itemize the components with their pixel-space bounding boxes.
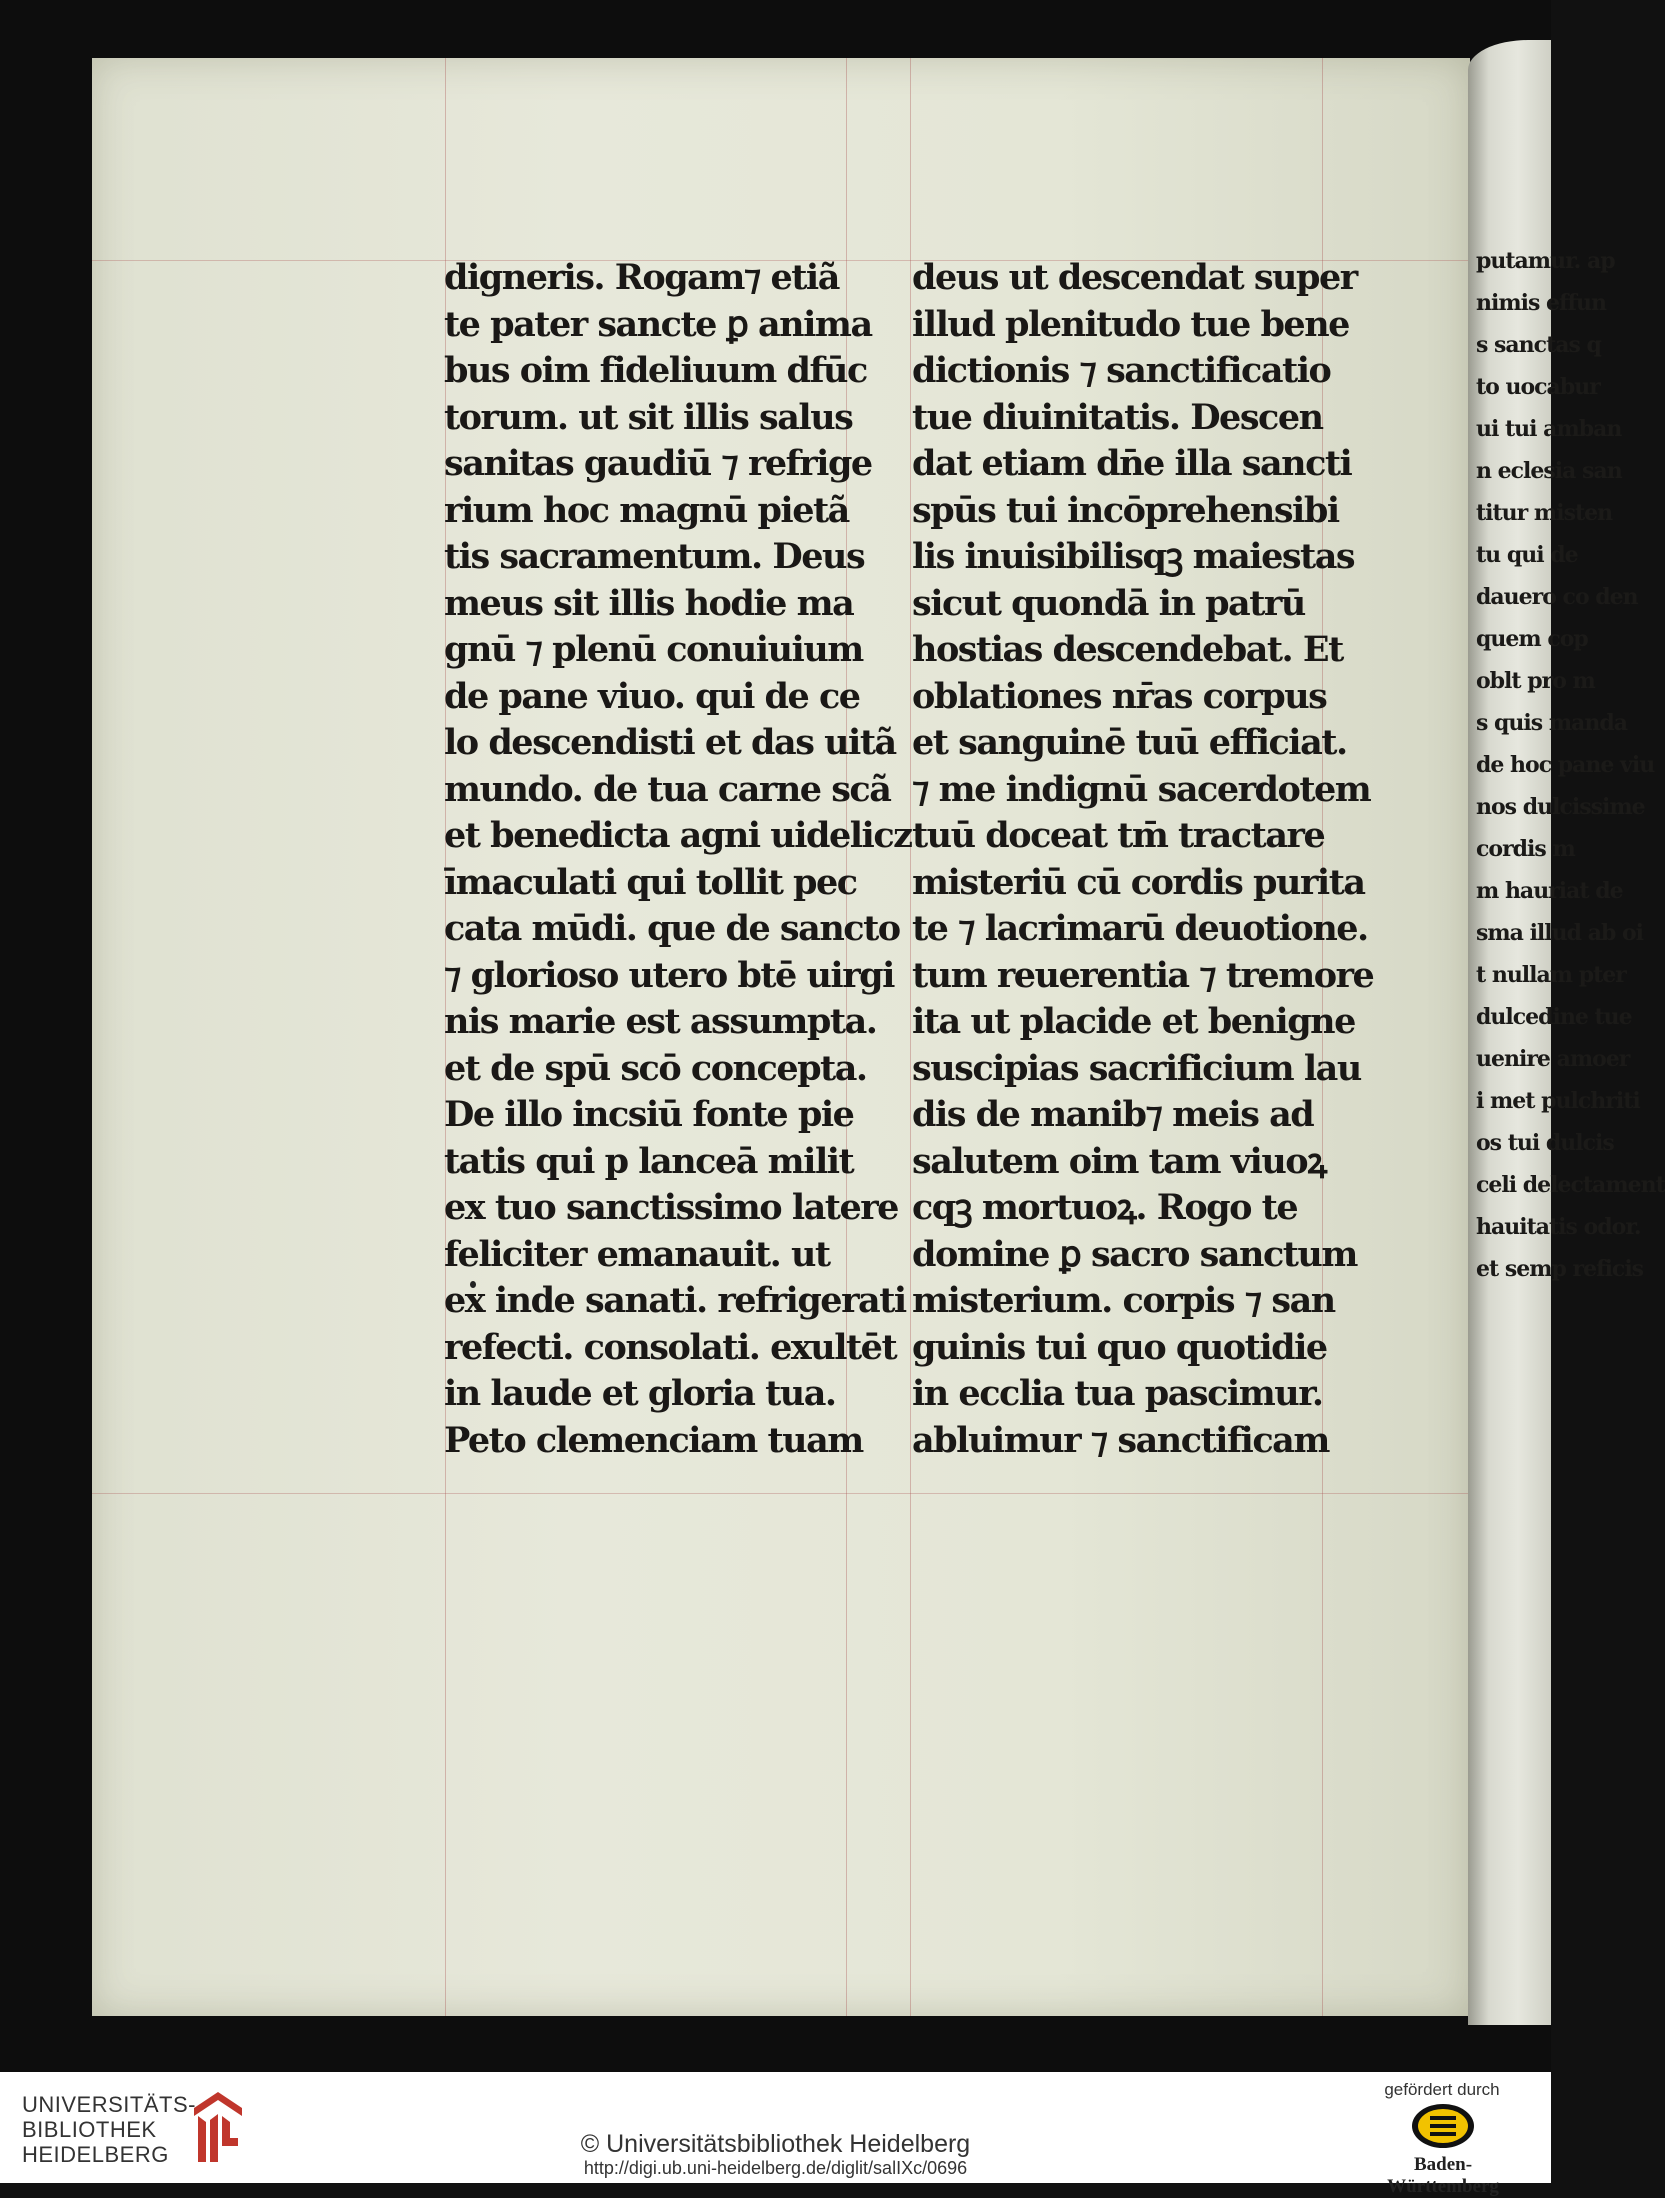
manuscript-line: et de spū scō concepta. [444,1047,867,1089]
manuscript-line: te ⁊ lacrimarū deuotione. [912,908,1368,949]
facing-page-line: cordis m [1476,836,1575,862]
facing-page-line: titur misten [1476,500,1613,526]
manuscript-line: cata mūdi. que de sancto [444,908,900,949]
manuscript-line: et sanguinē tuū efficiat. [912,722,1347,763]
ruling-line [92,1493,1470,1494]
facing-page-line: m hauriat de [1476,878,1623,904]
manuscript-line: misterium. corpis ⁊ san [912,1280,1335,1321]
manuscript-line: mundo. de tua carne scã [444,768,891,810]
manuscript-line: ⁊ me indignū sacerdotem [912,768,1371,810]
copyright-text: © Universitätsbibliothek Heidelberg [580,2130,971,2158]
manuscript-line: lo descendisti et das uitã [444,722,896,763]
facing-page-line: sma illud ab oi [1476,920,1644,946]
manuscript-line: guinis tui quo quotidie [912,1326,1327,1368]
facing-page-line: n eclesia san [1476,458,1622,484]
facing-page-line: ui tui amban [1476,416,1622,442]
manuscript-line: in ecclia tua pascimur. [912,1373,1323,1414]
manuscript-line: Peto clemenciam tuam [444,1419,863,1461]
sponsor-label: gefördert durch [1384,2080,1500,2099]
facing-page-line: putamur. ap [1476,248,1615,274]
facing-page-line: de hoc pane viu [1476,752,1655,778]
manuscript-line: meus sit illis hodie ma [444,582,854,624]
manuscript-line: bus oim fideliuum dfūc [444,350,867,391]
manuscript-line: dis de manib⁊ meis ad [912,1094,1314,1135]
facing-page-line: uenire amoer [1476,1046,1630,1072]
manuscript-line: sicut quondā in patrū [912,582,1305,624]
manuscript-line: ita ut placide et benigne [912,1001,1355,1042]
manuscript-line: deus ut descendat super [912,257,1357,298]
facing-page-edge [1468,40,1665,2025]
facing-page-line: i met pulchriti [1476,1088,1640,1114]
manuscript-line: cqꝫ mortuoꝝ. Rogo te [912,1187,1298,1228]
left-text-column [444,255,912,1464]
library-logo-line: UNIVERSITÄTS- [22,2092,196,2117]
facing-page-line: dauero co den [1476,584,1638,610]
manuscript-line: tis sacramentum. Deus [444,536,865,577]
manuscript-line: ex inde sanati. refrigerati [444,1280,906,1321]
facing-page-line: nos dulcissime [1476,794,1645,820]
facing-page-line: os tui dulcis [1476,1130,1614,1156]
manuscript-line: sanitas gaudiū ⁊ refrige [444,443,872,484]
manuscript-line: abluimur ⁊ sanctificam [912,1419,1329,1461]
manuscript-line: oblationes nr̄as corpus [912,675,1327,717]
facing-page-line: et semp reficis [1476,1256,1644,1282]
manuscript-line: tuū doceat tm̄ tractare [912,815,1325,856]
facing-page-line: dulcedine tue [1476,1004,1632,1030]
manuscript-line: torum. ut sit illis salus [444,396,853,438]
facing-page-line: celi delectament [1476,1172,1665,1198]
manuscript-line: gnū ⁊ plenū conuiuium [444,629,863,670]
facing-page-text [1476,240,1665,1290]
manuscript-line: et benedicta agni uidelicz [444,815,912,856]
manuscript-line: ⁊ glorioso utero btē uirgi [444,954,894,996]
manuscript-line: te pater sancte ꝑ anima [444,303,872,345]
facing-page-line: t nullam pter [1476,962,1626,988]
manuscript-line: dictionis ⁊ sanctificatio [912,350,1331,391]
facing-page-line: tu qui de [1476,542,1578,568]
manuscript-line: domine ꝑ sacro sanctum [912,1233,1357,1275]
facing-page-line: oblt pro m [1476,668,1595,694]
permalink-url[interactable]: http://digi.ub.uni-heidelberg.de/diglit/salIXc/0696 [583,2158,968,2178]
manuscript-line: rium hoc magnū pietã [444,489,849,531]
manuscript-line: tatis qui p lanceā milit [444,1140,854,1182]
facing-page-line: s quis manda [1476,710,1627,736]
manuscript-line: tum reuerentia ⁊ tremore [912,954,1374,996]
facing-page-line: hauitatis odor. [1476,1214,1641,1240]
manuscript-line: tue diuinitatis. Descen [912,396,1323,438]
facing-page-line: to uocabur [1476,374,1600,400]
right-text-column [912,255,1374,1464]
manuscript-line: ex tuo sanctissimo latere [444,1187,898,1228]
facing-page-line: s sanctas q [1476,332,1601,358]
coat-of-arms-icon [1410,2102,1476,2150]
library-logo-line: HEIDELBERG [22,2142,169,2167]
manuscript-line: suscipias sacrificium lau [912,1047,1361,1089]
manuscript-line: digneris. Rogam⁊ etiã [444,257,839,298]
manuscript-line: illud plenitudo tue bene [912,303,1349,345]
manuscript-line: salutem oim tam viuoꝝ [912,1140,1326,1182]
manuscript-line: īmaculati qui tollit pec [444,861,857,903]
manuscript-line: de pane viuo. qui de ce [444,675,860,717]
manuscript-line: spūs tui incōprehensibi [912,489,1339,531]
manuscript-line: hostias descendebat. Et [912,629,1343,670]
footer-bar [0,2072,1551,2197]
sponsor-name: Baden-Württemberg [1387,2154,1499,2197]
library-logo-line: BIBLIOTHEK [22,2117,157,2142]
manuscript-line: in laude et gloria tua. [444,1373,836,1414]
manuscript-line: misteriū cū cordis purita [912,861,1365,903]
manuscript-line: De illo incsiū fonte pie [444,1094,854,1135]
manuscript-line: refecti. consolati. exultēt [444,1326,897,1368]
manuscript-line: feliciter emanauit. ut [444,1233,830,1275]
ruling-line [910,58,911,2016]
manuscript-line: nis marie est assumpta. [444,1001,877,1042]
facing-page-line: quem cop [1476,626,1588,652]
manuscript-line: dat etiam dn̄e illa sancti [912,443,1352,484]
facing-page-line: nimis effun [1476,290,1606,316]
manuscript-line: lis inuisibilisqꝫ maiestas [912,536,1355,577]
